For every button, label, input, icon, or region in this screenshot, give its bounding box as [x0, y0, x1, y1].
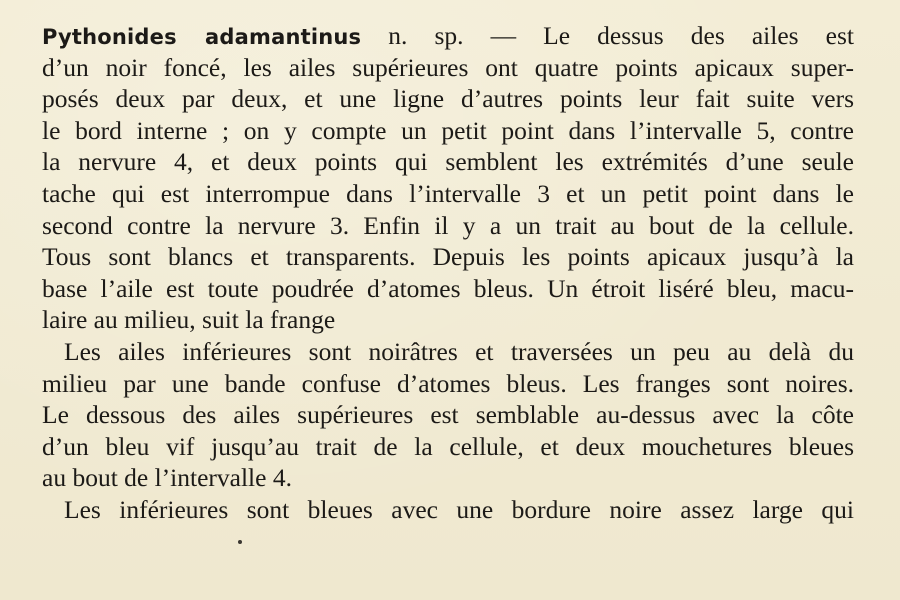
text-line: au bout de l’intervalle 4. [42, 463, 292, 493]
ink-dot [238, 540, 242, 544]
text-line: second contre la nervure 3. Enfin il y a un trait au bout de la cellule. [42, 210, 854, 240]
text-line: d’un bleu vif jusqu’au trait de la cellule, et deux mouchetures bleues [42, 431, 854, 461]
text-line: d’un noir foncé, les ailes supérieures ont quatre points apicaux super- [42, 52, 854, 82]
text-line: posés deux par deux, et une ligne d’autres points leur fait suite vers [42, 84, 854, 114]
text-line: la nervure 4, et deux points qui semblent les extrémités d’une seule [42, 147, 854, 177]
text-line: Les ailes inférieures sont noirâtres et traversées un peu au delà du [64, 336, 854, 366]
text-line: le bord interne ; on y compte un petit point dans l’intervalle 5, contre [42, 115, 854, 145]
text-line: milieu par une bande confuse d’atomes bleus. Les franges sont noires. [42, 368, 854, 398]
text-line: Pythonides adamantinus n. sp. — Le dessus des ailes est [42, 21, 854, 50]
text-line: Le dessous des ailes supérieures est semblable au-dessus avec la côte [42, 400, 854, 430]
text-line: laire au milieu, suit la frange [42, 305, 336, 335]
text-line: Les inférieures sont bleues avec une bordure noire assez large qui [64, 494, 854, 524]
text-line: Tous sont blancs et transparents. Depuis les points apicaux jusqu’à la [42, 242, 854, 272]
text-line: base l’aile est toute poudrée d’atomes bleus. Un étroit liséré bleu, macu- [42, 273, 854, 303]
text-line: tache qui est interrompue dans l’intervalle 3 et un petit point dans le [42, 178, 854, 208]
species-name: Pythonides adamantinus [42, 25, 362, 49]
species-description [42, 20, 854, 526]
